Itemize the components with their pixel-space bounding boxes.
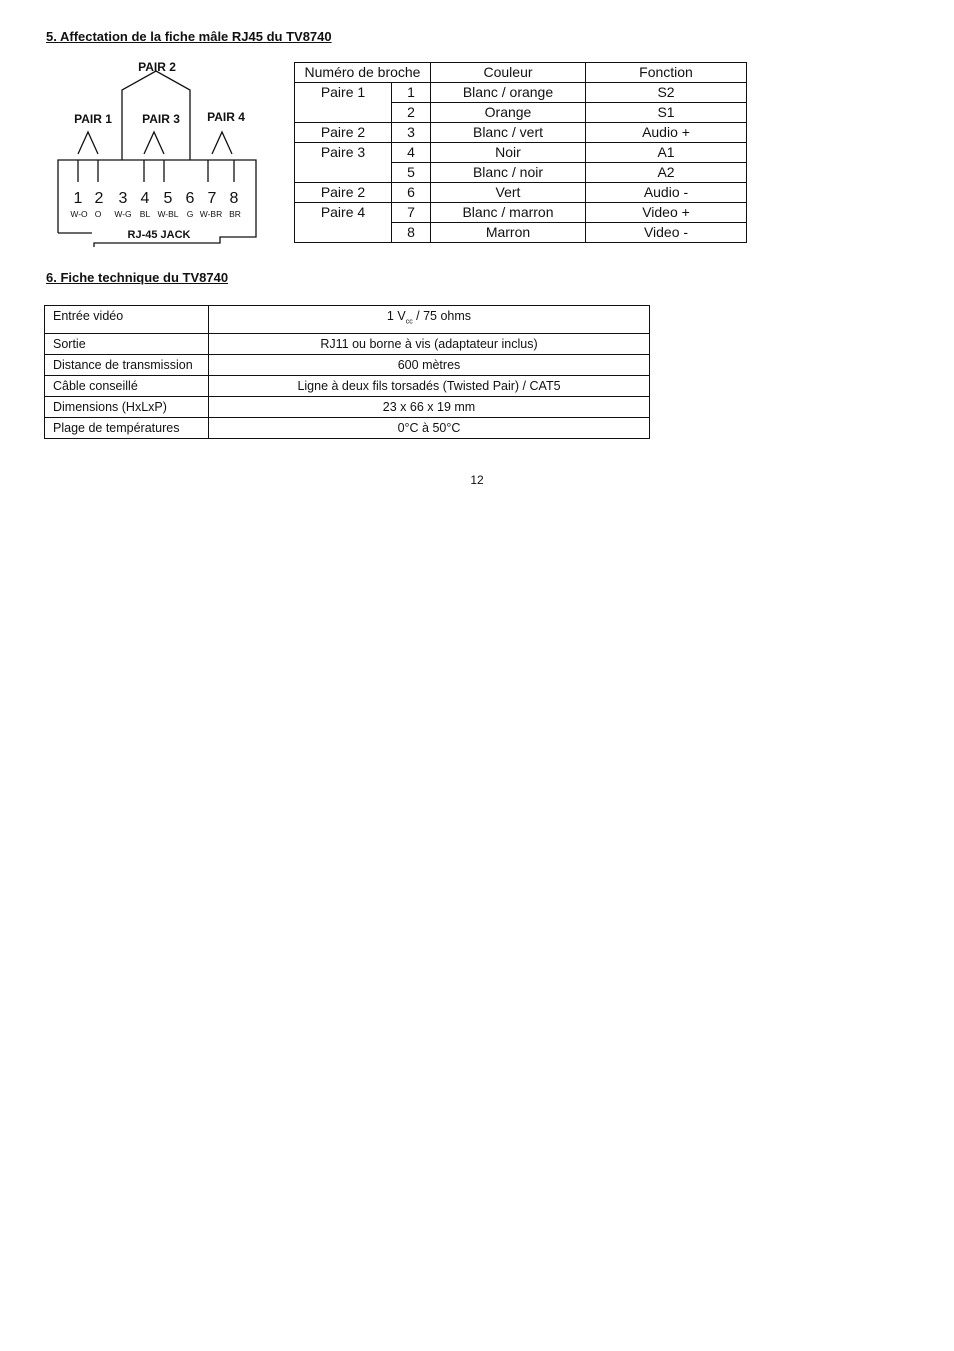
wire-code: BL <box>139 209 151 219</box>
wire-code: O <box>94 209 102 219</box>
spec-label: Câble conseillé <box>45 375 209 396</box>
color-cell: Noir <box>431 143 586 163</box>
function-cell: Audio + <box>586 123 747 143</box>
header-color: Couleur <box>431 63 586 83</box>
pin-number: 1 <box>73 190 83 207</box>
pair-cell: Paire 4 <box>295 203 392 223</box>
wire-code: W-O <box>70 209 88 219</box>
pair-cell <box>295 103 392 123</box>
pair-1-label: PAIR 1 <box>74 112 112 126</box>
pin-cell: 4 <box>392 143 431 163</box>
wire-code: W-BR <box>199 209 223 219</box>
table-row <box>45 396 650 417</box>
color-cell: Blanc / orange <box>431 83 586 103</box>
spec-value: 23 x 66 x 19 mm <box>209 396 650 417</box>
pair-cell: Paire 2 <box>295 183 392 203</box>
spec-value: RJ11 ou borne à vis (adaptateur inclus) <box>209 333 650 354</box>
pin-cell: 8 <box>392 223 431 243</box>
spec-label: Plage de températures <box>45 417 209 438</box>
table-row <box>45 306 650 334</box>
color-cell: Blanc / noir <box>431 163 586 183</box>
pin-number: 8 <box>229 190 239 207</box>
function-cell: S2 <box>586 83 747 103</box>
section-6-heading: 6. Fiche technique du TV8740 <box>46 270 229 285</box>
color-cell: Orange <box>431 103 586 123</box>
table-row <box>295 163 747 183</box>
pin-number: 3 <box>118 190 128 207</box>
pin-number: 6 <box>185 190 195 207</box>
table-row <box>295 223 747 243</box>
function-cell: A1 <box>586 143 747 163</box>
table-row <box>295 203 747 223</box>
pin-assignment-table <box>294 62 747 243</box>
pair-3-caret <box>144 132 164 154</box>
pin-cell: 5 <box>392 163 431 183</box>
pair-3-label: PAIR 3 <box>142 112 180 126</box>
header-pin: Numéro de broche <box>295 63 431 83</box>
pair-4-label: PAIR 4 <box>207 110 245 124</box>
table-row <box>295 183 747 203</box>
pair-cell: Paire 1 <box>295 83 392 103</box>
wire-code: G <box>186 209 194 219</box>
pin-cell: 1 <box>392 83 431 103</box>
table-header-row <box>295 63 747 83</box>
table-row <box>45 417 650 438</box>
wire-code: W-BL <box>157 209 179 219</box>
table-row <box>45 333 650 354</box>
table-row <box>295 103 747 123</box>
table-row <box>295 123 747 143</box>
function-cell: A2 <box>586 163 747 183</box>
function-cell: Video - <box>586 223 747 243</box>
pin-number: 4 <box>140 190 150 207</box>
function-cell: Video + <box>586 203 747 223</box>
pin-cell: 2 <box>392 103 431 123</box>
spec-label: Entrée vidéo <box>45 306 209 334</box>
pair-cell: Paire 3 <box>295 143 392 163</box>
page-number: 12 <box>470 473 484 487</box>
section-5-heading: 5. Affectation de la fiche mâle RJ45 du TV8740 <box>46 29 332 44</box>
spec-value: 600 mètres <box>209 354 650 375</box>
color-cell: Blanc / marron <box>431 203 586 223</box>
spec-label: Distance de transmission <box>45 354 209 375</box>
spec-value: 0°C à 50°C <box>209 417 650 438</box>
wire-code: W-G <box>114 209 132 219</box>
pair-cell <box>295 223 392 243</box>
pair-4-caret <box>212 132 232 154</box>
color-cell: Vert <box>431 183 586 203</box>
pin-cell: 3 <box>392 123 431 143</box>
pair-2-label: PAIR 2 <box>138 60 176 74</box>
pin-number: 2 <box>94 190 104 207</box>
wire-code: BR <box>229 209 241 219</box>
pin-number: 5 <box>163 190 173 207</box>
color-cell: Blanc / vert <box>431 123 586 143</box>
spec-label: Dimensions (HxLxP) <box>45 396 209 417</box>
table-row <box>295 83 747 103</box>
pin-cell: 6 <box>392 183 431 203</box>
jack-label: RJ-45 JACK <box>127 229 191 241</box>
color-cell: Marron <box>431 223 586 243</box>
spec-value: 1 $V_{cc} / 75$ ohms <box>209 306 650 334</box>
pair-cell: Paire 2 <box>295 123 392 143</box>
function-cell: Audio - <box>586 183 747 203</box>
spec-table <box>44 305 650 439</box>
header-function: Fonction <box>586 63 747 83</box>
spec-label: Sortie <box>45 333 209 354</box>
pin-cell: 7 <box>392 203 431 223</box>
table-row <box>45 354 650 375</box>
function-cell: S1 <box>586 103 747 123</box>
pair-1-caret <box>78 132 98 154</box>
pair-cell <box>295 163 392 183</box>
spec-value: Ligne à deux fils torsadés (Twisted Pair) / CAT5 <box>209 375 650 396</box>
rj45-pinout-diagram <box>50 54 264 250</box>
table-row <box>45 375 650 396</box>
pin-number: 7 <box>207 190 217 207</box>
table-row <box>295 143 747 163</box>
